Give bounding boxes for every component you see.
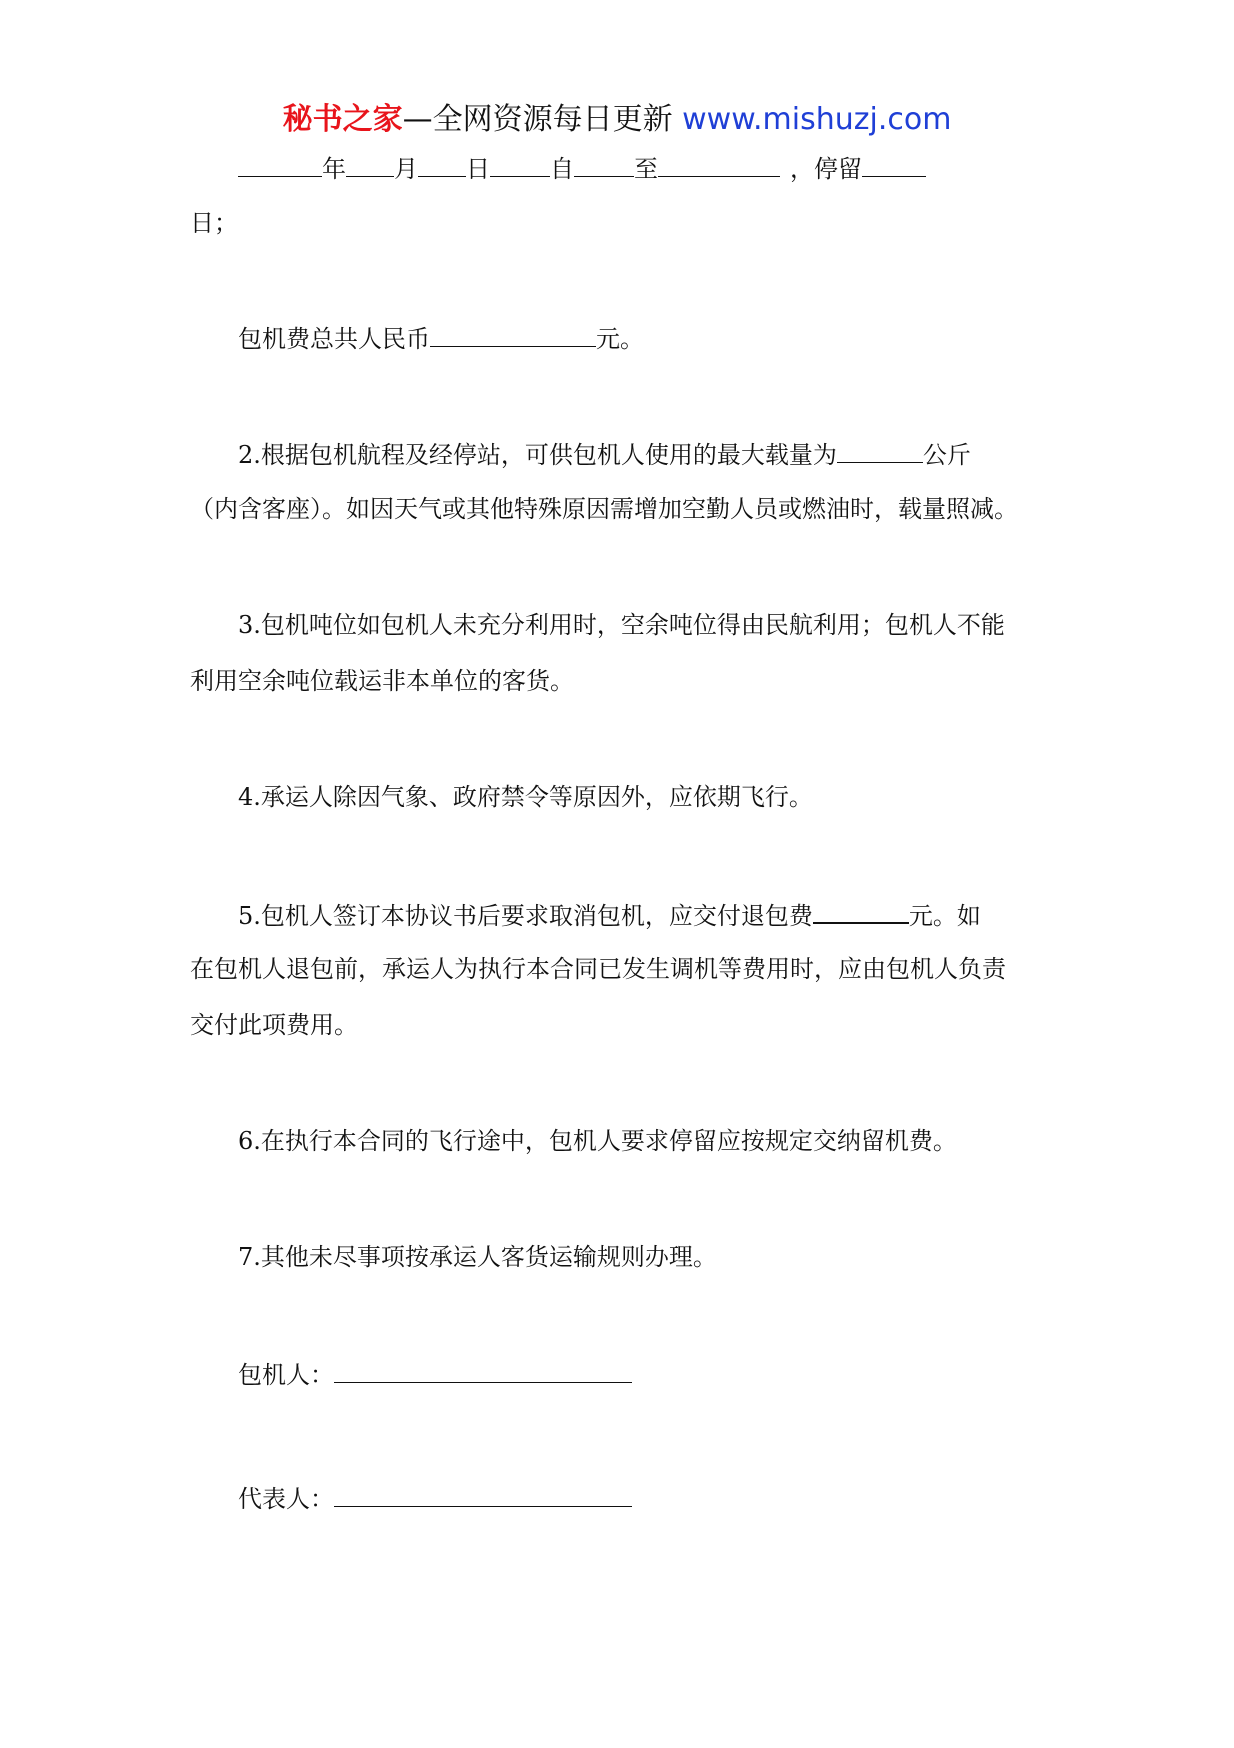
day-label: 日 — [466, 155, 490, 183]
clause-5-text: 5.包机人签订本协议书后要求取消包机，应交付退包费 — [238, 902, 813, 930]
to-blank[interactable] — [574, 150, 634, 177]
representative-signature-blank[interactable] — [334, 1480, 632, 1507]
clause-2-line-1 — [238, 436, 971, 472]
month-blank[interactable] — [346, 150, 394, 177]
stay-days-blank[interactable] — [862, 150, 926, 177]
clause-3-line-1: 3.包机吨位如包机人未充分利用时，空余吨位得由民航利用；包机人不能 — [238, 611, 1005, 639]
site-brand: 秘书之家 — [282, 102, 403, 137]
representative-line — [238, 1480, 632, 1516]
clause-2-text: 2.根据包机航程及经停站，可供包机人使用的最大载量为 — [238, 441, 837, 469]
site-header — [0, 100, 1234, 140]
clause-4: 4.承运人除因气象、政府禁令等原因外，应依期飞行。 — [238, 783, 813, 811]
clause-3-line-2: 利用空余吨位载运非本单位的客货。 — [190, 667, 574, 695]
max-load-blank[interactable] — [837, 436, 923, 463]
fee-text: 包机费总共人民币 — [238, 325, 430, 353]
clause-7: 7.其他未尽事项按承运人客货运输规则办理。 — [238, 1243, 717, 1271]
charterer-line — [238, 1356, 632, 1392]
clause-2-line-2: （内含客座）。如因天气或其他特殊原因需增加空勤人员或燃油时，载量照减。 — [190, 495, 1018, 523]
clause-5-line-3: 交付此项费用。 — [190, 1011, 358, 1039]
from-label: 自 — [550, 155, 574, 183]
from-blank[interactable] — [490, 150, 550, 177]
max-load-unit: 公斤 — [922, 441, 971, 469]
clause-5-line-2: 在包机人退包前，承运人为执行本合同已发生调机等费用时，应由包机人负责 — [190, 955, 1006, 983]
refund-fee-blank[interactable] — [813, 896, 909, 924]
year-label: 年 — [322, 155, 346, 183]
clause-6: 6.在执行本合同的飞行途中，包机人要求停留应按规定交纳留机费。 — [238, 1127, 957, 1155]
fee-amount-blank[interactable] — [430, 320, 596, 347]
fee-unit: 元。 — [596, 325, 644, 353]
year-blank[interactable] — [238, 150, 322, 177]
clause-5-line-1 — [238, 896, 981, 933]
date-line-tail: 日； — [190, 209, 238, 237]
site-url-link[interactable]: www.mishuzj.com — [682, 102, 952, 137]
charterer-label: 包机人： — [238, 1361, 334, 1389]
to-label: 至 — [634, 155, 658, 183]
day-blank[interactable] — [418, 150, 466, 177]
site-tagline: —全网资源每日更新 — [402, 102, 673, 137]
date-line — [238, 150, 926, 186]
month-label: 月 — [394, 155, 418, 183]
destination-blank[interactable] — [658, 150, 780, 177]
representative-label: 代表人： — [238, 1485, 334, 1513]
stay-label: ，停留 — [790, 155, 862, 183]
charterer-signature-blank[interactable] — [334, 1356, 632, 1383]
refund-fee-unit: 元。如 — [908, 902, 981, 930]
fee-line — [238, 320, 644, 356]
